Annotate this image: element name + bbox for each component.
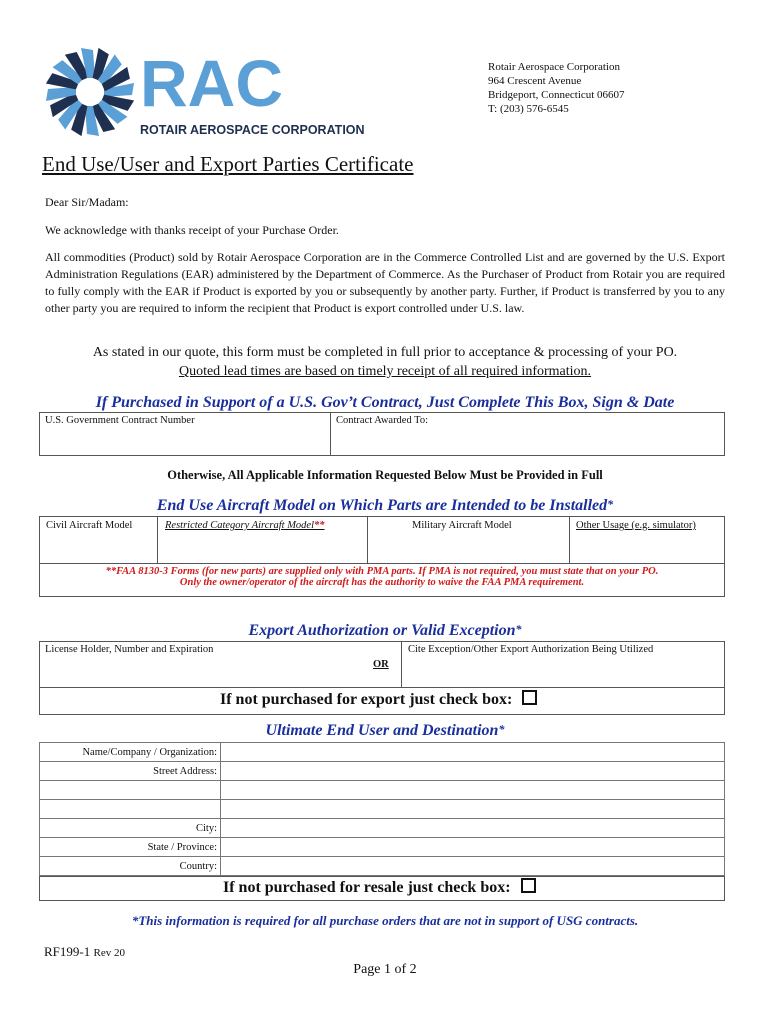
contract-awarded-to-field[interactable]: Contract Awarded To:	[336, 415, 429, 426]
gov-contract-box	[39, 412, 725, 456]
logo-subtitle: ROTAIR AEROSPACE CORPORATION	[140, 123, 365, 137]
end-user-heading: Ultimate End User and Destination	[265, 722, 499, 739]
street-address-input[interactable]	[221, 762, 725, 781]
form-id: RF199-1 Rev 20	[44, 944, 125, 959]
end-user-star: *	[498, 722, 505, 736]
cite-exception-field[interactable]: Cite Exception/Other Export Authorization Being Utilized	[408, 644, 654, 655]
end-use-box	[39, 516, 725, 564]
address-extra-label	[40, 781, 221, 800]
end-user-table	[39, 742, 725, 876]
license-holder-field[interactable]: License Holder, Number and Expiration	[45, 644, 214, 655]
not-export-label: If not purchased for export just check box:	[220, 691, 513, 708]
table-row	[40, 838, 725, 857]
military-aircraft-model-field[interactable]: Military Aircraft Model	[412, 520, 512, 531]
body-paragraph: All commodities (Product) sold by Rotair Aerospace Corporation are in the Commerce Controlled List and are governed by the U.S. Export Administration Regulations (EAR) administered by the Department of Commerce. As the Purchaser of Product from Rotair you are required to fully comply with the EAR if Product is exported by you or subsequently by another party. Further, if Product is transferred by you to any other party you are required to inform the recipient that Product is export controlled under U.S. law.	[45, 250, 725, 315]
end-use-star: *	[607, 497, 614, 511]
table-row	[40, 781, 725, 800]
city-input[interactable]	[221, 819, 725, 838]
address-extra-label	[40, 800, 221, 819]
company-logo	[42, 44, 365, 140]
rotair-starburst-icon	[42, 44, 365, 140]
country-label: Country:	[40, 857, 221, 876]
otherwise-note: Otherwise, All Applicable Information Requested Below Must be Provided in Full	[167, 468, 603, 482]
notice-line-1: As stated in our quote, this form must be completed in full prior to acceptance & processing of your PO.	[92, 345, 678, 360]
gov-contract-number-field[interactable]: U.S. Government Contract Number	[45, 415, 195, 426]
export-heading: Export Authorization or Valid Exception	[248, 622, 516, 639]
address-line: T: (203) 576-6545	[488, 103, 569, 115]
street-address-label: Street Address:	[40, 762, 221, 781]
company-address	[488, 60, 625, 116]
address-line-2-input[interactable]	[221, 781, 725, 800]
or-label: OR	[373, 659, 389, 670]
gov-contract-heading: If Purchased in Support of a U.S. Gov’t Contract, Just Complete This Box, Sign & Date	[95, 394, 675, 411]
address-line: 964 Crescent Avenue	[488, 75, 582, 87]
table-row	[40, 819, 725, 838]
logo-letters: RAC	[140, 46, 283, 120]
city-label: City:	[40, 819, 221, 838]
address-line-3-input[interactable]	[221, 800, 725, 819]
address-line: Rotair Aerospace Corporation	[488, 61, 620, 73]
end-use-heading: End Use Aircraft Model on Which Parts are Intended to be Installed	[156, 497, 608, 514]
address-line: Bridgeport, Connecticut 06607	[488, 89, 625, 101]
table-row	[40, 762, 725, 781]
name-company-input[interactable]	[221, 743, 725, 762]
table-row	[40, 743, 725, 762]
faa-note-box	[39, 563, 725, 597]
not-resale-label: If not purchased for resale just check box:	[223, 879, 511, 896]
not-resale-checkbox[interactable]	[521, 878, 536, 893]
notice-line-2: Quoted lead times are based on timely receipt of all required information.	[178, 364, 592, 379]
restricted-category-model-field[interactable]: Restricted Category Aircraft Model**	[165, 520, 325, 531]
page-number: Page 1 of 2	[353, 962, 417, 977]
form-revision: Rev 20	[93, 947, 125, 959]
not-export-checkbox[interactable]	[522, 690, 537, 705]
civil-aircraft-model-field[interactable]: Civil Aircraft Model	[46, 520, 133, 531]
export-box	[39, 641, 725, 688]
acknowledgement: We acknowledge with thanks receipt of your Purchase Order.	[45, 223, 339, 237]
other-usage-field[interactable]: Other Usage (e.g. simulator)	[576, 520, 696, 531]
table-row	[40, 800, 725, 819]
state-province-label: State / Province:	[40, 838, 221, 857]
export-check-row	[39, 687, 725, 715]
country-input[interactable]	[221, 857, 725, 876]
page-title: End Use/User and Export Parties Certificate	[42, 152, 414, 176]
table-row	[40, 857, 725, 876]
faa-note-line-2: Only the owner/operator of the aircraft has the authority to waive the FAA PMA requirement.	[179, 577, 585, 588]
salutation: Dear Sir/Madam:	[45, 195, 129, 209]
usg-footnote: *This information is required for all purchase orders that are not in support of USG contracts.	[131, 913, 639, 928]
name-company-label: Name/Company / Organization:	[40, 743, 221, 762]
export-star: *	[515, 622, 522, 636]
resale-check-row	[39, 876, 725, 901]
faa-note-line-1: **FAA 8130-3 Forms (for new parts) are supplied only with PMA parts. If PMA is not required, you must state that on your PO.	[105, 566, 659, 577]
state-province-input[interactable]	[221, 838, 725, 857]
